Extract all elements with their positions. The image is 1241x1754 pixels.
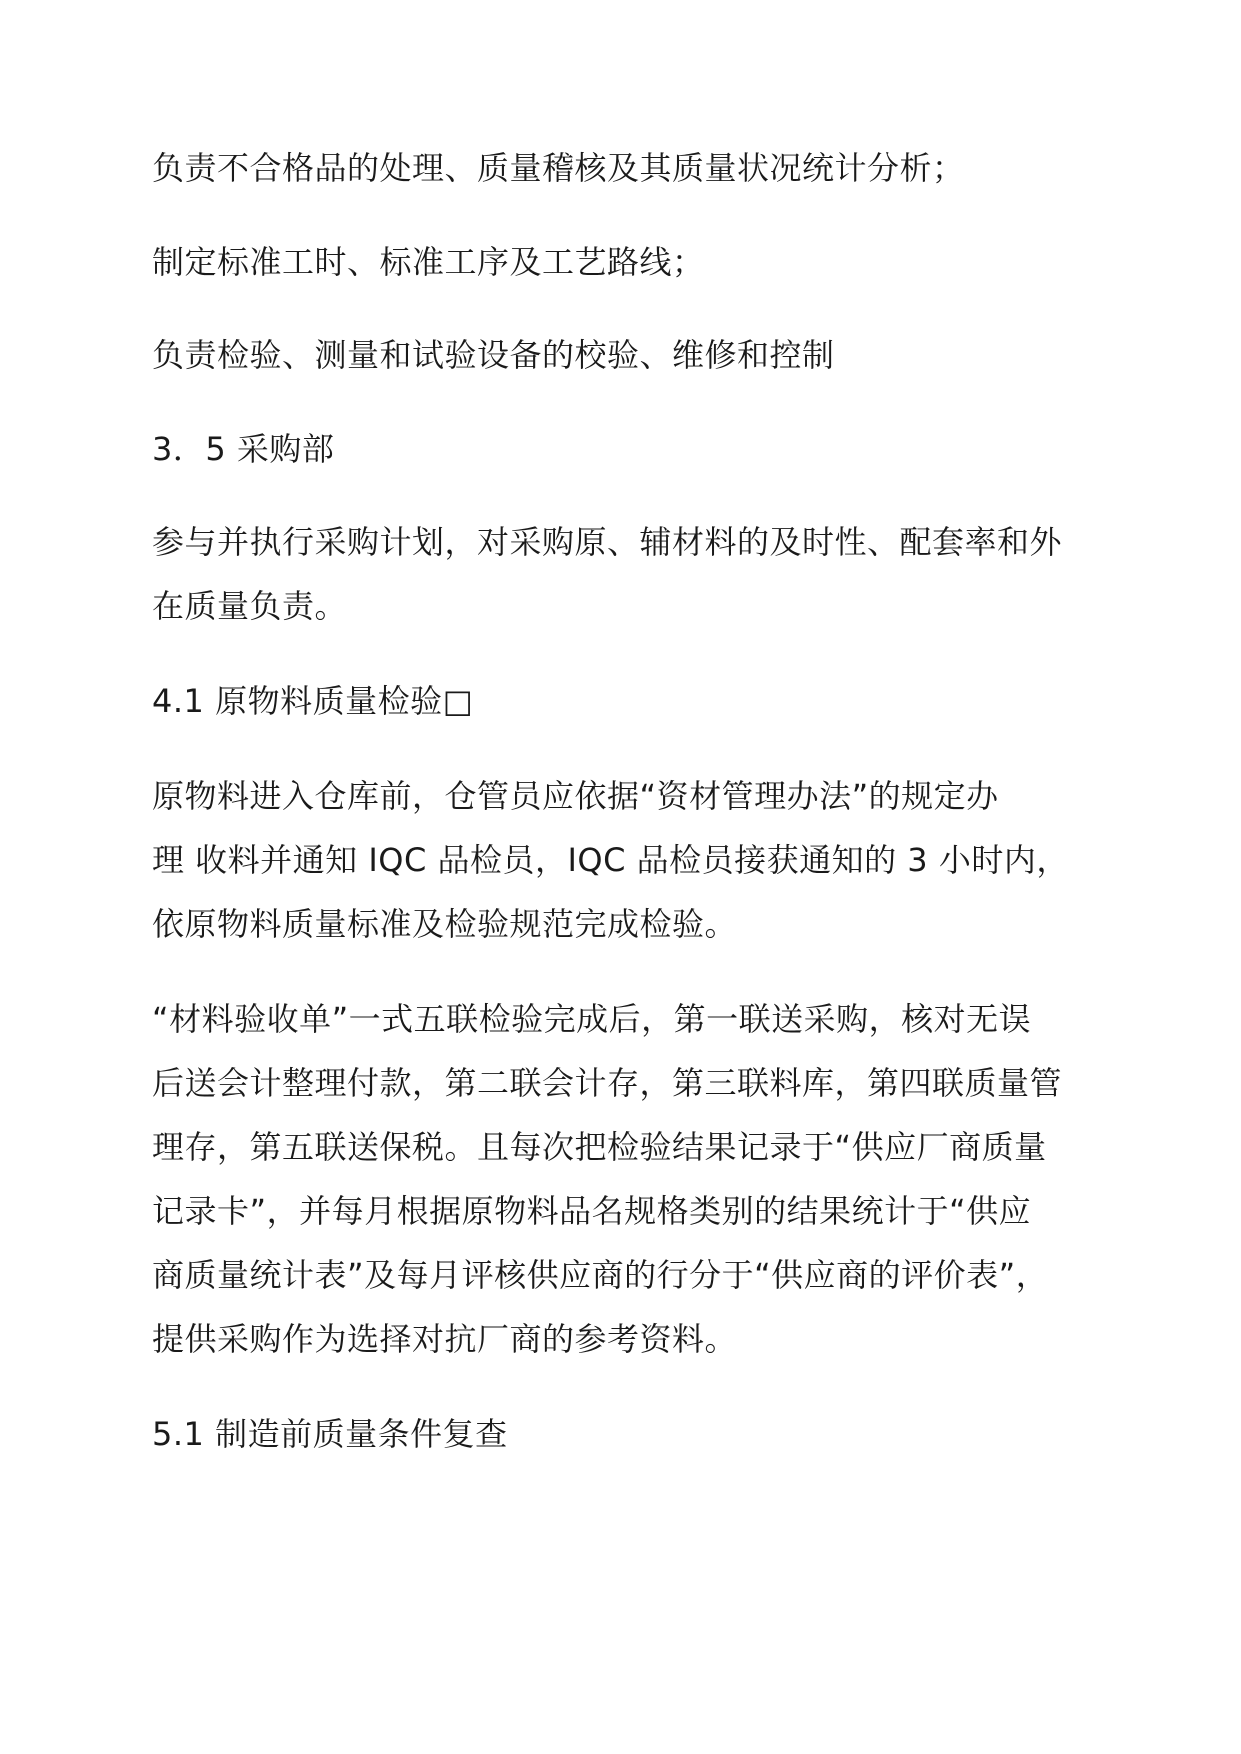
text-line-standard-hours: 制定标准工时、标准工序及工艺路线；: [152, 243, 705, 281]
text-line-responsibility-nonconforming: 负责不合格品的处理、质量稽核及其质量状况统计分析；: [152, 149, 965, 187]
paragraph-receipt-line-5: 商质量统计表”及每月评核供应商的行分于“供应商的评价表”，: [152, 1256, 1049, 1294]
paragraph-receipt-line-1: “材料验收单”一式五联检验完成后，第一联送采购，核对无误: [152, 1000, 1032, 1038]
paragraph-purchasing-line-2: 在质量负责。: [152, 587, 348, 625]
section-heading-purchasing: 3．5 采购部: [152, 430, 335, 468]
paragraph-receipt-line-4: 记录卡”，并每月根据原物料品名规格类别的结果统计于“供应: [152, 1192, 1032, 1230]
paragraph-purchasing-line-1: 参与并执行采购计划，对采购原、辅材料的及时性、配套率和外: [152, 523, 1063, 561]
paragraph-receipt-line-6: 提供采购作为选择对抗厂商的参考资料。: [152, 1320, 738, 1358]
paragraph-receipt-line-2: 后送会计整理付款，第二联会计存，第三联料库，第四联质量管: [152, 1064, 1063, 1102]
section-heading-material-inspection: 4.1 原物料质量检验□: [152, 682, 474, 720]
paragraph-inspection-line-3: 依原物料质量标准及检验规范完成检验。: [152, 905, 738, 943]
paragraph-inspection-line-2: 理 收料并通知 IQC 品检员，IQC 品检员接获通知的 3 小时内，: [152, 841, 1069, 879]
paragraph-inspection-line-1: 原物料进入仓库前，仓管员应依据“资材管理办法”的规定办: [152, 777, 999, 815]
text-line-equipment-calibration: 负责检验、测量和试验设备的校验、维修和控制: [152, 336, 835, 374]
section-heading-pre-manufacturing: 5.1 制造前质量条件复查: [152, 1415, 508, 1453]
paragraph-receipt-line-3: 理存，第五联送保税。且每次把检验结果记录于“供应厂商质量: [152, 1128, 1047, 1166]
